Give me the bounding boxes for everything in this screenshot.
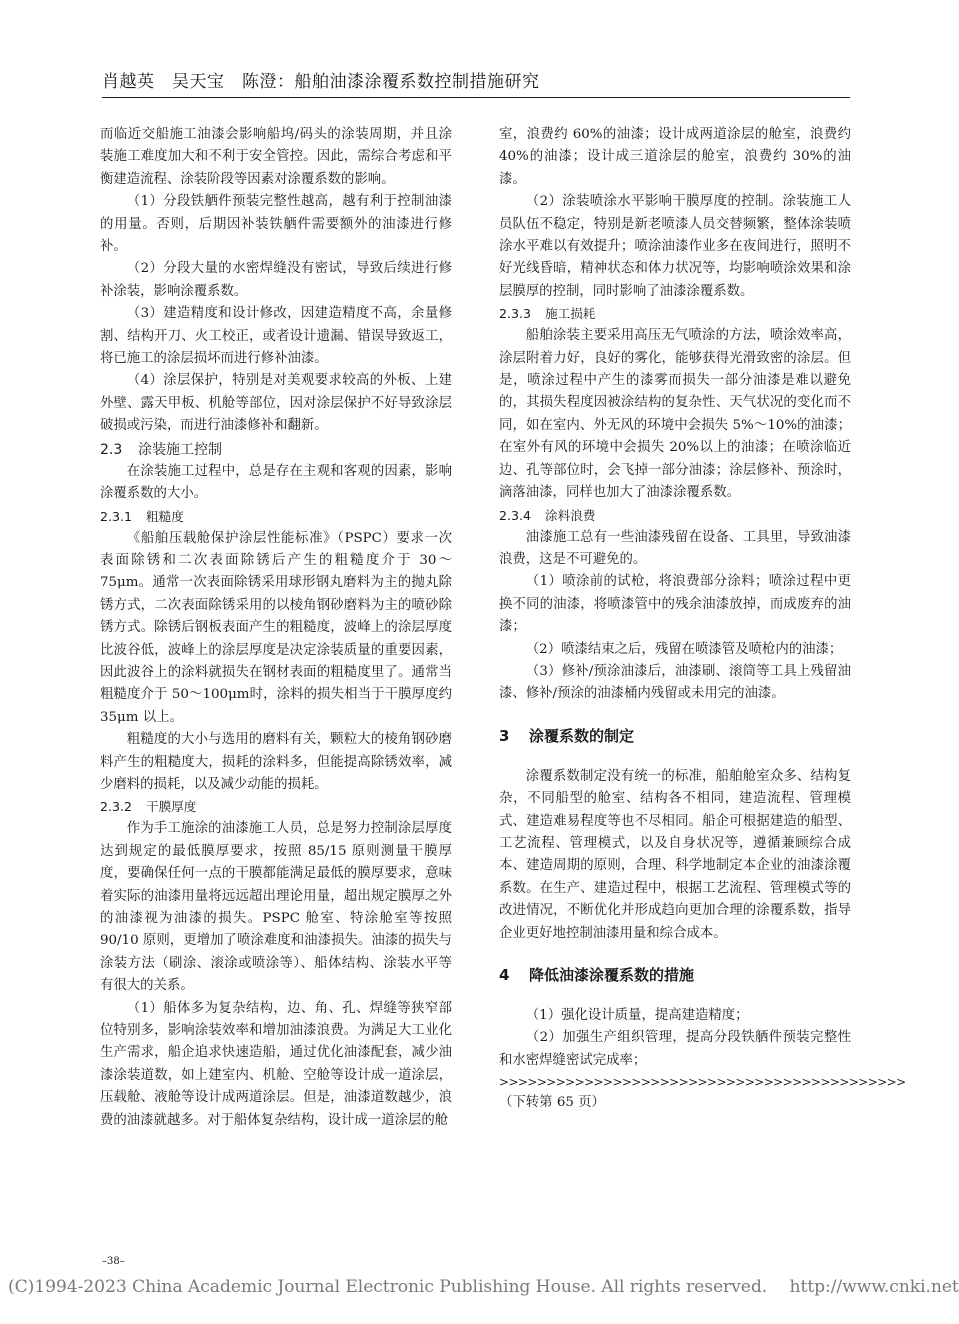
left-column bbox=[100, 124, 452, 1132]
paragraph: 室，浪费约 60%的油漆；设计成两道涂层的舱室，浪费约 40%的油漆；设计成三道涂层的舱室，浪费约 30%的油漆。 bbox=[499, 127, 851, 187]
paragraph: 油漆施工总有一些油漆残留在设备、工具里，导致油漆浪费，这是不可避免的。 bbox=[499, 529, 851, 567]
paragraph: （3）建造精度和设计修改，因建造精度不高，余量修割、结构开刀、火工校正，或者设计遗漏、错误导致返工，将已施工的涂层损坏而进行修补油漆。 bbox=[100, 306, 452, 367]
list-item: （2）加强生产组织管理，提高分段铁舾件预装完整性和水密焊缝密试完成率； bbox=[499, 1030, 851, 1068]
paragraph: 粗糙度的大小与选用的磨料有关，颗粒大的棱角钢砂磨料产生的粗糙度大，损耗的涂料多，但能提高除锈效率，减少磨料的损耗，以及减少动能的损耗。 bbox=[100, 732, 452, 792]
section-heading-4: 4 降低油漆涂覆系数的措施 bbox=[499, 966, 695, 984]
section-heading-3: 3 涂覆系数的制定 bbox=[499, 726, 635, 745]
paragraph: （2）分段大量的水密焊缝没有密试，导致后续进行修补涂装，影响涂覆系数。 bbox=[100, 261, 452, 299]
paragraph: （1）船体多为复杂结构，边、角、孔、焊缝等狭窄部位特别多，影响涂装效率和增加油漆浪费。为满足大工业化生产需求，船企追求快速造船，通过优化油漆配套，减少油漆涂装道数，如上建室内、机舱、空舱等设计成一道涂层，压载舱、液舱等设计成两道涂层。但是，油漆道数越少，浪费的油漆就越多。对于船体复杂结构，设计成一道涂层的舱 bbox=[100, 1000, 452, 1128]
paragraph: 在涂装施工过程中，总是存在主观和客观的因素，影响涂覆系数的大小。 bbox=[100, 463, 452, 502]
section-heading-2-3-3: 2.3.3 施工损耗 bbox=[499, 306, 596, 322]
paragraph: 《船舶压载舱保护涂层性能标准》（PSPC）要求一次表面除锈和二次表面除锈后产生的粗糙度介于 30～75μm。通常一次表面除锈采用球形钢丸磨料为主的抛丸除锈方式，二次表面除锈采用的以棱角钢砂磨料为主的喷砂除锈方式。除锈后钢板表面产生的粗糙度，波峰上的涂层厚度比波谷低，波峰上的涂层厚度是决定涂装质量的重要因素，因此波谷上的涂料就损失在钢材表面的粗糙度里了。通常当粗糙度介于 50～100μm时，涂料的损失相当于干膜厚度约 35μm 以上。 bbox=[100, 530, 452, 725]
paragraph: （1）喷涂前的试枪，将浪费部分涂料；喷涂过程中更换不同的油漆，将喷漆管中的残余油漆放掉，而成废弃的油漆； bbox=[499, 574, 851, 635]
paragraph: 涂覆系数制定没有统一的标准，船舶舱室众多、结构复杂，不同船型的舱室、结构各不相同，建造流程、管理模式、建造难易程度等也不尽相同。船企可根据建造的船型、工艺流程、管理模式，以及自身状况等，遵循兼顾综合成本、建造周期的原则，合理、科学地制定本企业的油漆涂覆系数。在生产、建造过程中，根据工艺流程、管理模式等的改进情况，不断优化并形成趋向更加合理的涂覆系数，指导企业更好地控制油漆用量和综合成本。 bbox=[499, 768, 851, 941]
page-number: –38– bbox=[102, 1256, 125, 1267]
paragraph: 而临近交船施工油漆会影响船坞/码头的涂装周期，并且涂装施工难度加大和不利于安全管控。因此，需综合考虑和平衡建造流程、涂装阶段等因素对涂覆系数的影响。 bbox=[100, 127, 452, 187]
section-heading-2-3-1: 2.3.1 粗糙度 bbox=[100, 508, 184, 524]
section-heading-2-3: 2.3 涂装施工控制 bbox=[100, 441, 222, 458]
right-column bbox=[499, 124, 906, 1115]
paragraph: 作为手工施涂的油漆施工人员，总是努力控制涂层厚度达到规定的最低膜厚要求，按照 85/15 原则测量干膜厚度，要确保任何一点的干膜都能满足最低的膜厚要求，意味着实际的油漆用量将远远超出理论用量，超出规定膜厚之外的油漆视为油漆的损失。PSPC 舱室、特涂舱室等按照 90/10 原则，更增加了喷涂难度和油漆损失。油漆的损失与涂装方法（刷涂、滚涂或喷涂等）、船体结构、涂装水平等有很大的关系。 bbox=[100, 821, 452, 994]
paragraph: 船舶涂装主要采用高压无气喷涂的方法，喷涂效率高，涂层附着力好，良好的雾化，能够获得光滑致密的涂层。但是，喷涂过程中产生的漆雾而损失一部分油漆是难以避免的，其损失程度因被涂结构的复杂性、天气状况的变化而不同，如在室内、外无风的环境中会损失 5%～10%的油漆；在室外有风的环境中会损失 20%以上的油漆；在喷涂临近边、孔等部位时，会飞掉一部分油漆；涂层修补、预涂时，滴落油漆，同样也加大了油漆涂覆系数。 bbox=[499, 328, 851, 501]
copyright-footer: (C)1994-2023 China Academic Journal Electronic Publishing House. All rights reserved. http://www.cnki.net bbox=[8, 1277, 959, 1297]
list-item: （1）强化设计质量，提高建造精度； bbox=[525, 1008, 749, 1023]
paragraph: （1）分段铁舾件预装完整性越高，越有利于控制油漆的用量。否则，后期因补装铁舾件需要额外的油漆进行修补。 bbox=[100, 194, 452, 255]
section-heading-2-3-2: 2.3.2 干膜厚度 bbox=[100, 799, 197, 815]
section-heading-2-3-4: 2.3.4 涂料浪费 bbox=[499, 507, 596, 523]
paragraph: （4）涂层保护，特别是对美观要求较高的外板、上建外壁、露天甲板、机舱等部位，因对涂层保护不好导致涂层破损或污染，而进行油漆修补和翻新。 bbox=[100, 373, 452, 434]
continued-note: （下转第 65 页） bbox=[499, 1095, 605, 1111]
paragraph: （2）涂装喷涂水平影响干膜厚度的控制。涂装施工人员队伍不稳定，特别是新老喷漆人员交替频繁，整体涂装喷涂水平难以有效提升；喷涂油漆作业多在夜间进行，照明不好光线昏暗，精神状态和体力状况等，均影响喷涂效果和涂层膜厚的控制，同时影响了油漆涂覆系数。 bbox=[499, 194, 851, 299]
running-header: 肖越英 吴天宝 陈澄：船舶油漆涂覆系数控制措施研究 bbox=[102, 70, 850, 98]
paragraph: （3）修补/预涂油漆后，油漆刷、滚筒等工具上残留油漆、修补/预涂的油漆桶内残留或未用完的油漆。 bbox=[499, 663, 851, 702]
paragraph: （2）喷漆结束之后，残留在喷漆管及喷枪内的油漆； bbox=[525, 641, 843, 657]
continuation-arrows: >>>>>>>>>>>>>>>>>>>>>>>>>>>>>>>>>>>>>>>>>>> bbox=[499, 1075, 906, 1090]
